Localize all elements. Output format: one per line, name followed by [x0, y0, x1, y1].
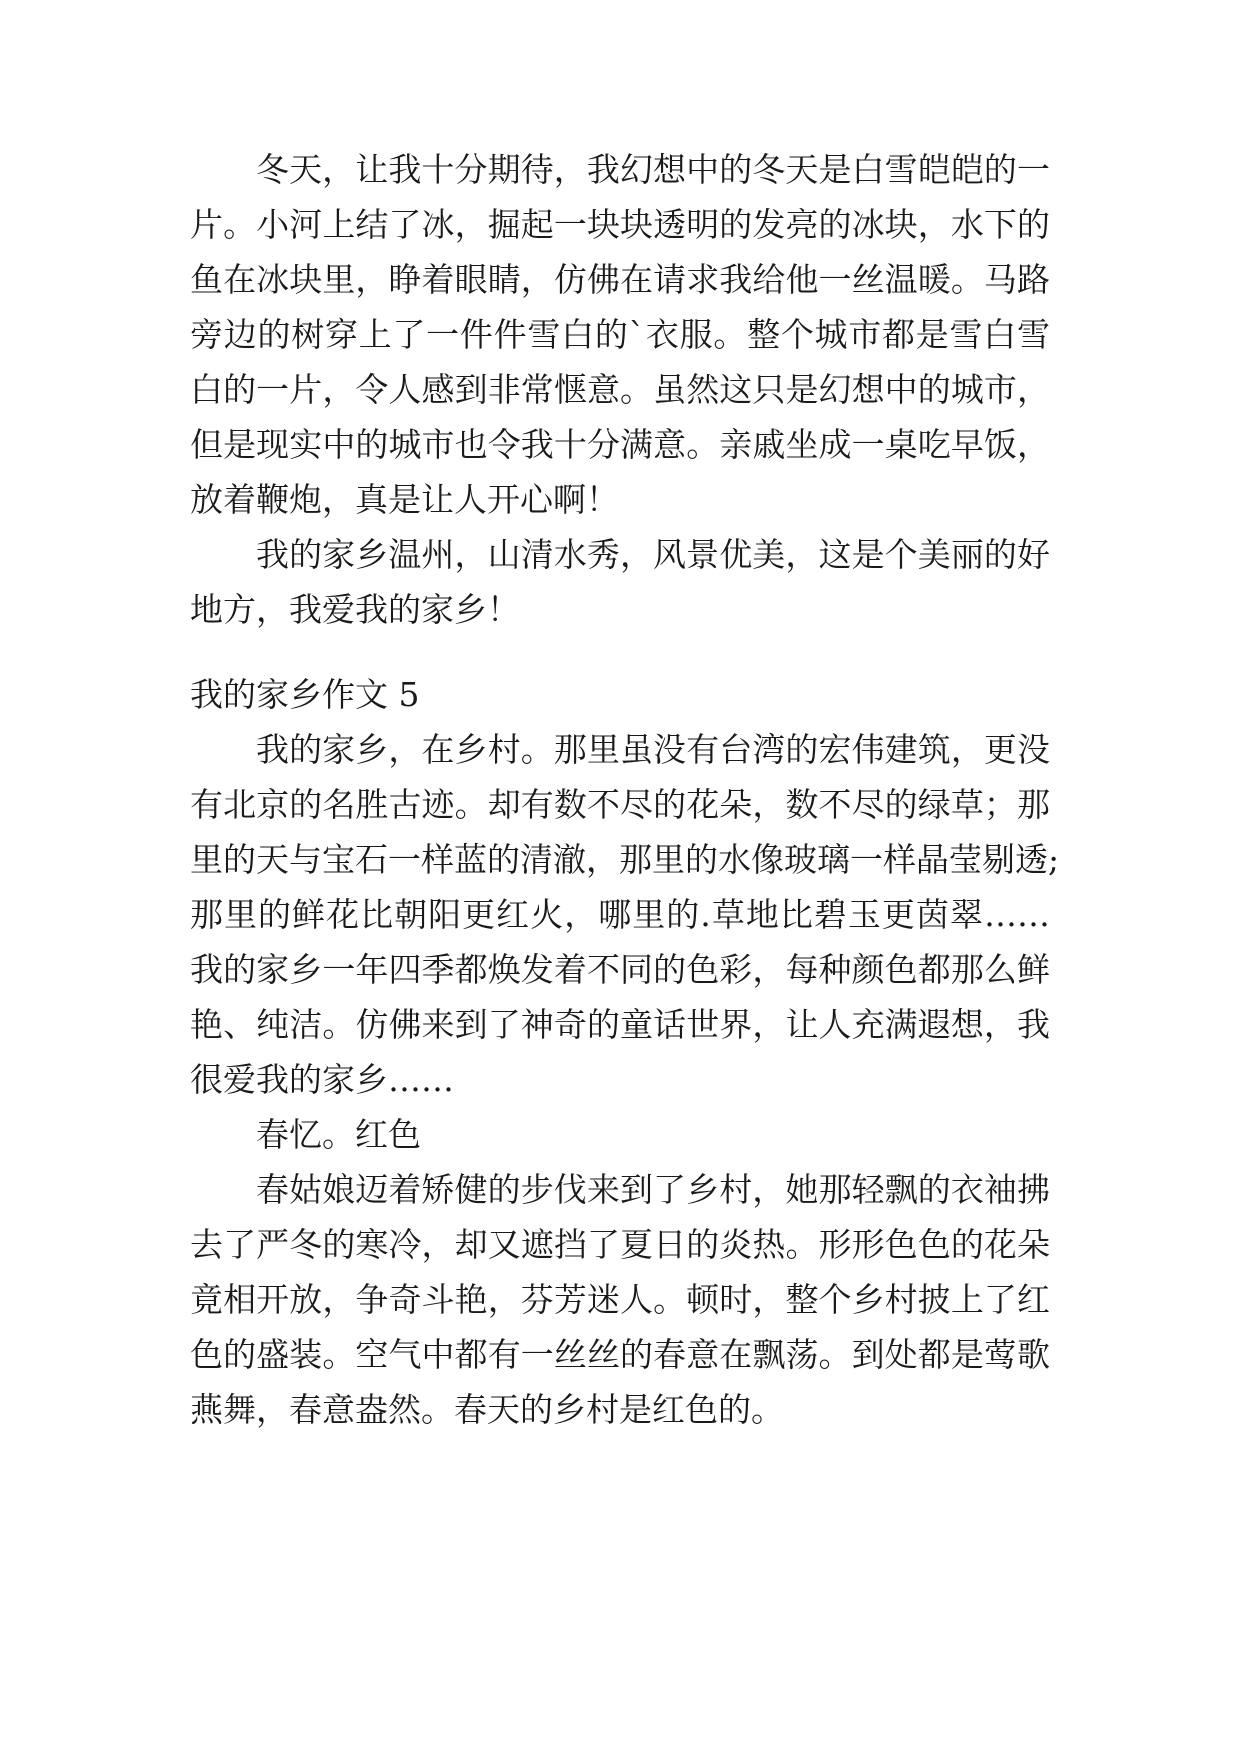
- text-line: 色的盛装。空气中都有一丝丝的春意在飘荡。到处都是莺歌: [190, 1335, 1050, 1374]
- text-line: 有北京的名胜古迹。却有数不尽的花朵，数不尽的绿草；那: [190, 785, 1050, 824]
- text-line: 地方，我爱我的家乡！: [190, 590, 520, 629]
- text-line: 那里的鲜花比朝阳更红火，哪里的.草地比碧玉更茵翠……: [190, 895, 1050, 934]
- text-line: 竟相开放，争奇斗艳，芬芳迷人。顿时，整个乡村披上了红: [190, 1280, 1050, 1319]
- text-line: 鱼在冰块里，睁着眼睛，仿佛在请求我给他一丝温暖。马路: [190, 260, 1050, 299]
- text-line: 燕舞，春意盎然。春天的乡村是红色的。: [190, 1390, 784, 1429]
- text-line: 去了严冬的寒冷，却又遮挡了夏日的炎热。形形色色的花朵: [190, 1225, 1050, 1264]
- text-line: 春姑娘迈着矫健的步伐来到了乡村，她那轻飘的衣袖拂: [256, 1170, 1050, 1209]
- text-line: 片。小河上结了冰，掘起一块块透明的发亮的冰块，水下的: [190, 205, 1050, 244]
- text-line: 我的家乡温州，山清水秀，风景优美，这是个美丽的好: [256, 535, 1050, 574]
- text-line: 艳、纯洁。仿佛来到了神奇的童话世界，让人充满遐想，我: [190, 1005, 1050, 1044]
- text-line: 很爱我的家乡……: [190, 1060, 454, 1099]
- text-line: 我的家乡，在乡村。那里虽没有台湾的宏伟建筑，更没: [256, 730, 1050, 769]
- text-line: 放着鞭炮，真是让人开心啊！: [190, 480, 619, 519]
- subheading: 春忆。红色: [256, 1115, 421, 1154]
- text-line: 里的天与宝石一样蓝的清澈，那里的水像玻璃一样晶莹剔透;: [190, 840, 1060, 879]
- text-line: 旁边的树穿上了一件件雪白的`衣服。整个城市都是雪白雪: [190, 315, 1050, 354]
- section-heading: 我的家乡作文 5: [190, 675, 420, 714]
- text-line: 冬天，让我十分期待，我幻想中的冬天是白雪皑皑的一: [256, 150, 1050, 189]
- text-line: 白的一片，令人感到非常惬意。虽然这只是幻想中的城市，: [190, 370, 1050, 409]
- text-line: 但是现实中的城市也令我十分满意。亲戚坐成一桌吃早饭，: [190, 425, 1050, 464]
- text-line: 我的家乡一年四季都焕发着不同的色彩，每种颜色都那么鲜: [190, 950, 1050, 989]
